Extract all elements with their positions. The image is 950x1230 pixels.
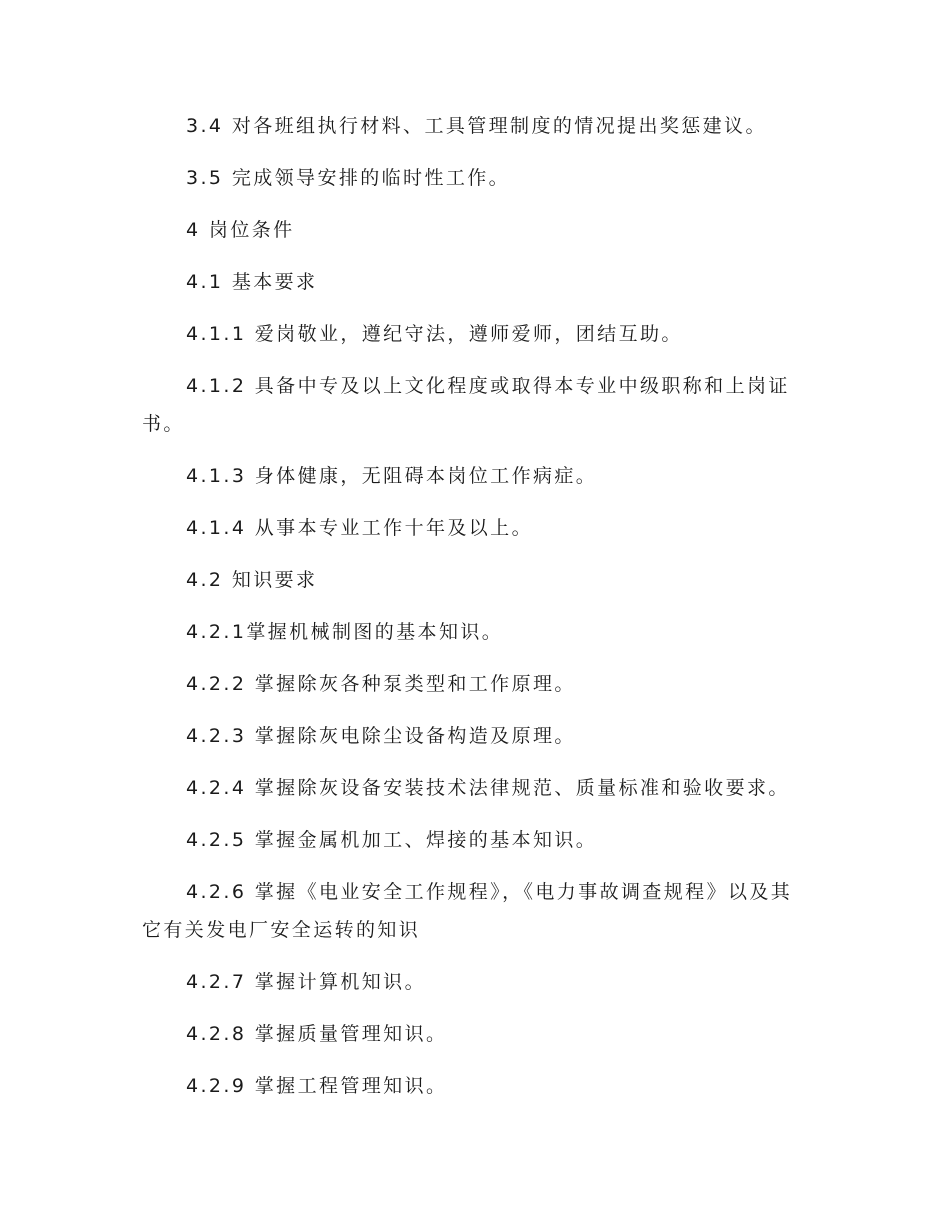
paragraph-4-1-2: 4.1.2 具备中专及以上文化程度或取得本专业中级职称和上岗证书。: [142, 375, 790, 435]
paragraph-4-2-4: 4.2.4 掌握除灰设备安装技术法律规范、质量标准和验收要求。: [186, 777, 790, 799]
paragraph-4-1-4: 4.1.4 从事本专业工作十年及以上。: [186, 517, 533, 539]
paragraph-4-2-7: 4.2.7 掌握计算机知识。: [186, 971, 426, 993]
paragraph-3-4: 3.4 对各班组执行材料、工具管理制度的情况提出奖惩建议。: [186, 115, 767, 137]
paragraph-4-2-3: 4.2.3 掌握除灰电除尘设备构造及原理。: [186, 725, 576, 747]
section-heading-4: 4 岗位条件: [186, 219, 295, 241]
document-body: [142, 113, 808, 1125]
paragraph-4-2-6: 4.2.6 掌握《电业安全工作规程》，《电力事故调查规程》以及其它有关发电厂安全运转的知识: [142, 881, 793, 941]
paragraph-4-2-9: 4.2.9 掌握工程管理知识。: [186, 1075, 448, 1097]
paragraph-4-2-5: 4.2.5 掌握金属机加工、焊接的基本知识。: [186, 829, 598, 851]
paragraph-4-2-2: 4.2.2 掌握除灰各种泵类型和工作原理。: [186, 673, 576, 695]
paragraph-4-1-1: 4.1.1 爱岗敬业，遵纪守法，遵师爱师，团结互助。: [186, 323, 683, 345]
paragraph-4-2-8: 4.2.8 掌握质量管理知识。: [186, 1023, 448, 1045]
paragraph-4-1-3: 4.1.3 身体健康，无阻碍本岗位工作病症。: [186, 465, 598, 487]
subsection-heading-4-2: 4.2 知识要求: [186, 569, 318, 591]
paragraph-3-5: 3.5 完成领导安排的临时性工作。: [186, 167, 511, 189]
subsection-heading-4-1: 4.1 基本要求: [186, 271, 318, 293]
paragraph-4-2-1: 4.2.1掌握机械制图的基本知识。: [186, 621, 504, 643]
